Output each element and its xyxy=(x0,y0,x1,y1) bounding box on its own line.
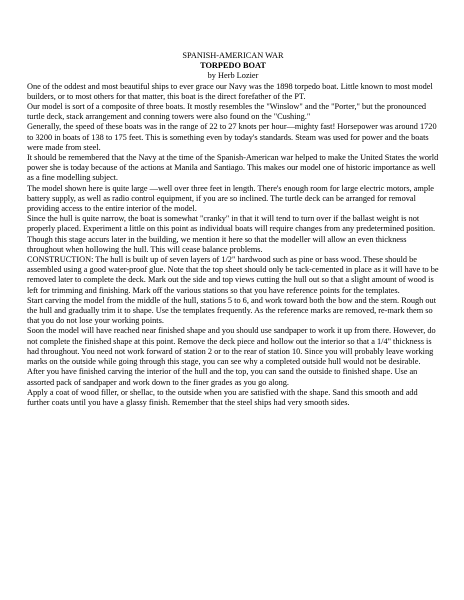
document-title: SPANISH-AMERICAN WAR xyxy=(182,51,284,60)
paragraph: One of the oddest and most beautiful ships to ever grace our Navy was the 1898 torpedo boat. Little known to most model builders, or to most others for that matter, this boat is the direct forefather of the PT. xyxy=(27,81,433,101)
paragraph: Generally, the speed of these boats was in the range of 22 to 27 knots per hour—mighty fast! Horsepower was around 1720 to 3200 in boats of 138 to 175 feet. This is something even by today's standards. Steam was used for power and the boats were made from steel. xyxy=(27,122,437,152)
document-body xyxy=(27,82,439,409)
document-subtitle: TORPEDO BOAT xyxy=(200,61,266,71)
paragraph: Our model is sort of a composite of three boats. It mostly resembles the "Winslow" and the "Porter," but the pronounced turtle deck, stack arrangement and conning towers were also found on the "Cushing." xyxy=(27,102,427,122)
paragraph: Soon the model will have reached near finished shape and you should use sandpaper to work it up from there. However, do not complete the finished shape at this point. Remove the deck piece and hollow out the interior so that a 1/4" thickness is had throughout. You need not work forward of station 2 or to the rear of station 10. Since you will probably leave working marks on the outside while going through this stage, you can see why a completed outside hull would not be desirable. xyxy=(27,326,436,367)
paragraph: Apply a coat of wood filler, or shellac, to the outside when you are satisfied with the shape. Sand this smooth and add further coats until you have a glassy finish. Remember that the steel ships had very smooth sides. xyxy=(27,387,418,407)
document-byline: by Herb Lozier xyxy=(207,71,259,81)
paragraph: CONSTRUCTION: The hull is built up of seven layers of 1/2" hardwood such as pine or bass wood. These should be assembled using a good water-proof glue. Note that the top sheet should only be tack-cemented in place as it will have to be removed later to complete the deck. Mark out the side and top views cutting the hull out so that a slight amount of wood is left for trimming and finishing. Mark off the various stations so that you have reference points for the templates. xyxy=(27,255,439,295)
paragraph: It should be remembered that the Navy at the time of the Spanish-American war helped to make the United States the world power she is today because of the actions at Manila and Santiago. This makes our model one of historic importance as well as a fine modelling subject. xyxy=(27,153,439,183)
document-header xyxy=(27,51,439,82)
paragraph: Start carving the model from the middle of the hull, stations 5 to 6, and work toward both the bow and the stern. Rough out the hull and gradually trim it to shape. Use the templates frequently. As the reference marks are removed, re-mark them so that you do not lose your working points. xyxy=(27,295,437,326)
paragraph: Since the hull is quite narrow, the boat is somewhat "cranky" in that it will tend to turn over if the ballast weight is not properly placed. Experiment a little on this point as individual boats will require changes from any predetermined position. Though this stage accurs later in the building, we mention it here so that the modeller will allow an even thickness throughout when hollowing the hull. This will cease balance problems. xyxy=(27,214,436,254)
paragraph: After you have finished carving the interior of the hull and the top, you can sand the outside to finished shape. Use an assorted pack of sandpaper and work down to the finer grades as you go along. xyxy=(27,367,418,387)
paragraph: The model shown here is quite large —well over three feet in length. There's enough room for large electric motors, ample battery supply, as well as radio control equipment, if you are so inclined. The turtle deck can be arranged for removal providing access to the entire interior of the model. xyxy=(27,183,434,214)
document-page xyxy=(27,51,439,408)
